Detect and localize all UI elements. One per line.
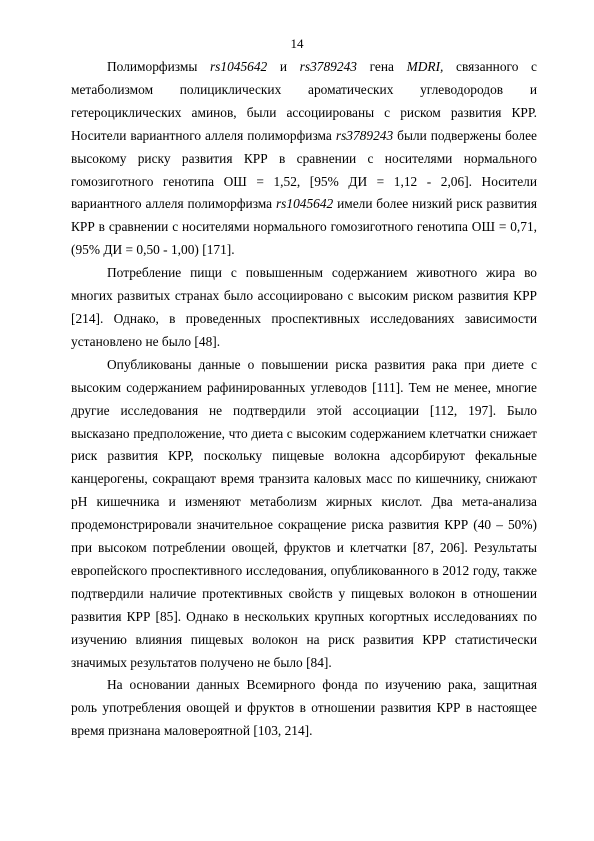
paragraph-animal-fat: Потребление пищи с повышенным содержанием животного жира во многих развитых странах было ассоциировано с высоким риском развития КРР [214]. Однако, в проведенных проспективных исследованиях зависимости установлено не было [48]. — [71, 265, 537, 349]
text-span: гена — [356, 59, 407, 74]
gene-name-italic: MDRI, — [406, 59, 444, 74]
gene-variant-italic: rs1045642 — [209, 59, 268, 74]
text-span: были подвержены более высокому риску развития КРР в сравнении с носителями нормального гомозиготного генотипа ОШ = 1,52, [95% ДИ = 1,12 - 2,06]. Носители вариантного аллеля полиморфизма — [71, 127, 537, 212]
text-span: Полиморфизмы — [107, 59, 210, 74]
body-text — [71, 56, 537, 743]
text-span: связанного с метаболизмом полициклических ароматических углеводородов и гетероциклических аминов, были ассоциированы с риском развития КРР. Носители вариантного аллеля полиморфизма — [71, 59, 537, 143]
gene-variant-italic: rs1045642 — [275, 196, 334, 212]
paragraph-conclusion: На основании данных Всемирного фонда по изучению рака, защитная роль употребления овощей и фруктов в отношении развития КРР в настоящее время признана маловероятной [103, 214]. — [71, 677, 537, 739]
paragraph-carbohydrates-fiber: Опубликованы данные о повышении риска развития рака при диете с высоким содержанием рафинированных углеводов [111]. Тем не менее, многие другие исследования не подтвердили этой ассоциации [112, 197]. Было высказано предположение, что диета с высоким содержанием клетчатки снижает риск развития КРР, поскольку пищевые волокна адсорбируют фекальные канцерогены, сокращают время транзита каловых масс по кишечнику, снижают pH кишечника и изменяют метаболизм жирных кислот. Два мета-анализа продемонстрировали значительное сокращение риска развития КРР (40 – 50%) при высоком потреблении овощей, фруктов и клетчатки [87, 206]. Результаты европейского проспективного исследования, опубликованного в 2012 году, также подтвердили наличие протективных свойств у пищевых волокон в отношении развития КРР [85]. Однако в нескольких крупных когортных исследованиях по изучению влияния пищевых волокон на риск развития КРР статистически значимых результатов получено не было [84]. — [71, 356, 537, 670]
page-number: 14 — [290, 36, 304, 51]
gene-variant-italic: rs3789243 — [335, 127, 394, 143]
text-span: имели более низкий риск развития КРР в сравнении с носителями нормального гомозиготного генотипа ОШ = 0,71, (95% ДИ = 0,50 - 1,00) [171]. — [71, 196, 538, 258]
paragraph-polymorphisms — [71, 56, 537, 262]
text-span: и — [267, 59, 300, 74]
gene-variant-italic: rs3789243 — [299, 59, 357, 74]
